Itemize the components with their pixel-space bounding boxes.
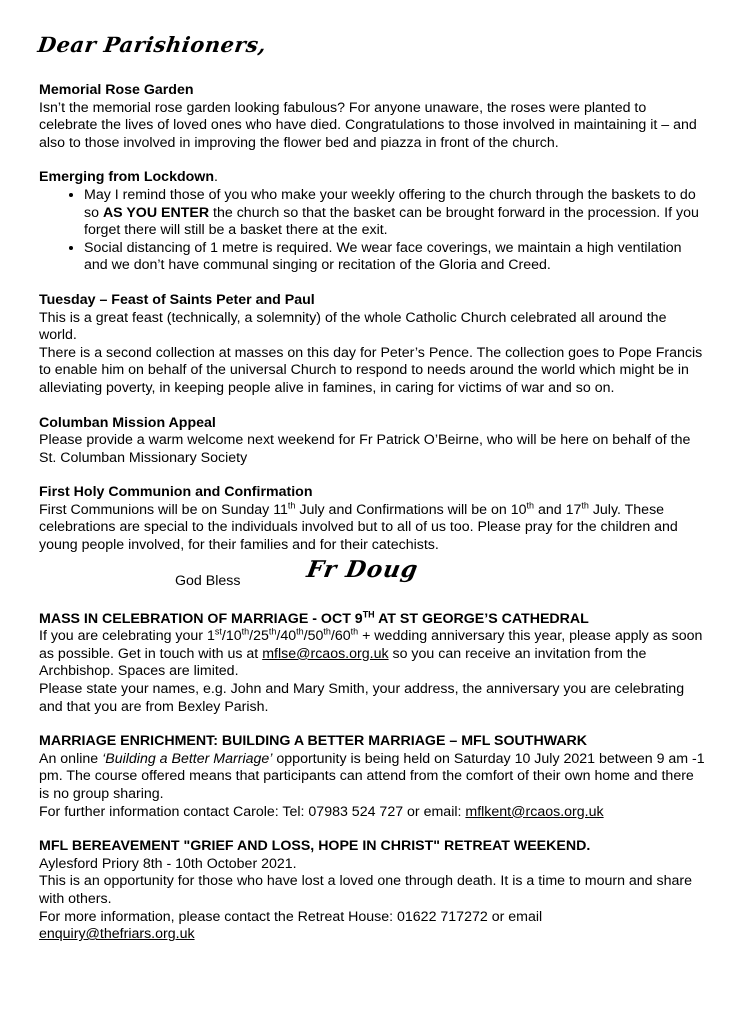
section-mass: [39, 608, 707, 717]
list-item: [84, 187, 707, 240]
feast-title: Tuesday – Feast of Saints Peter and Paul: [39, 291, 315, 308]
section-lockdown: [39, 169, 707, 275]
communion-text-2: July and Confirmations will be on 10: [295, 501, 527, 518]
enrichment-title: MARRIAGE ENRICHMENT: BUILDING A BETTER MARRIAGE – MFL SOUTHWARK: [39, 733, 588, 750]
bereavement-title: MFL BEREAVEMENT "GRIEF AND LOSS, HOPE IN CHRIST" RETREAT WEEKEND.: [39, 838, 591, 855]
communion-sup-2: th: [526, 500, 535, 511]
feast-para1: This is a great feast (technically, a solemnity) of the whole Catholic Church celebrated all around the world.: [39, 309, 667, 344]
bereavement-line1: Aylesford Priory 8th - 10th October 2021.: [39, 855, 297, 872]
mass-sup-2: th: [241, 626, 250, 637]
columban-title: Columban Mission Appeal: [39, 414, 216, 431]
mass-title: [39, 608, 707, 629]
lockdown-title: [39, 169, 707, 187]
mass-body: [39, 628, 707, 681]
section-columban: [39, 415, 707, 468]
mass-sup-6: th: [350, 626, 359, 637]
signature: Fr Doug: [304, 555, 421, 583]
bereavement-email-line: [39, 926, 707, 944]
communion-sup-1: th: [287, 500, 296, 511]
lockdown-title-text: Emerging from Lockdown: [39, 169, 214, 186]
mflkent-email-link[interactable]: mflkent@rcaos.org.uk: [465, 803, 604, 820]
list-item: • Social distancing of 1 metre is required. We wear face coverings, we maintain a high ventilation and we don’t have communal singing or recitation of the Gloria and Creed.: [84, 240, 707, 275]
enrichment-body: [39, 751, 707, 804]
signoff: [39, 555, 707, 605]
communion-text-1: First Communions will be on Sunday 11: [39, 501, 288, 518]
newsletter-page: [36, 30, 707, 961]
enrichment-text-2: opportunity is being held on Saturday 10 July 2021 between 9 am -1 pm. The course offered means that participants can attend from the comfort of their own home and there is no group sharing.: [39, 750, 705, 802]
rose-garden-title: Memorial Rose Garden: [39, 82, 194, 98]
lockdown-list: [39, 187, 707, 275]
mass-title-post: AT ST GEORGE’S CATHEDRAL: [374, 610, 589, 627]
communion-body: [39, 502, 707, 555]
lockdown-title-suffix: .: [214, 169, 218, 186]
communion-title: First Holy Communion and Confirmation: [39, 484, 313, 501]
communion-text-4: July. These celebrations are special to the individuals involved but to all of us too. Please pray for the children and young people involved, for their families and for their catechists.: [39, 501, 678, 554]
mass-text-4: /40: [276, 628, 297, 645]
mass-text-5: /50: [303, 628, 324, 645]
mass-text-6: /60: [330, 628, 351, 645]
enrichment-text-1: An online: [39, 750, 103, 767]
mass-text-1: If you are celebrating your 1: [39, 628, 215, 645]
mass-title-pre: MASS IN CELEBRATION OF MARRIAGE - OCT 9: [39, 610, 363, 627]
mass-title-sup: TH: [362, 608, 375, 619]
columban-body: Please provide a warm welcome next weekend for Fr Patrick O’Beirne, who will be here on behalf of the St. Columban Missionary Society: [39, 432, 691, 466]
bullet1-text-pre: May I remind those of you who make your weekly offering to the church through the baskets to do so: [84, 186, 696, 221]
section-enrichment: [39, 733, 707, 821]
enrichment-course-name: ‘Building a Better Marriage’: [102, 750, 273, 767]
mass-text-2: /10: [221, 628, 242, 645]
rose-garden-body: Isn’t the memorial rose garden looking fabulous? For anyone unaware, the roses were planted to celebrate the lives of loved ones who have died. Congratulations to those involved in maintaining it – and also to those involved in improving the flower bed and piazza in front of the church.: [39, 99, 697, 151]
friars-email-link[interactable]: enquiry@thefriars.org.uk: [39, 926, 195, 943]
enrichment-contact: [39, 804, 707, 822]
section-bereavement: [39, 838, 707, 944]
section-rose-garden: [39, 82, 707, 152]
mass-para2: Please state your names, e.g. John and Mary Smith, your address, the anniversary you are celebrating and that you are from Bexley Parish.: [39, 681, 685, 715]
mflse-email-link[interactable]: mflse@rcaos.org.uk: [262, 645, 389, 662]
communion-text-3: and 17: [534, 501, 582, 518]
enrichment-contact-text: For further information contact Carole: Tel: 07983 524 727 or email:: [39, 803, 466, 820]
mass-sup-3: th: [268, 626, 277, 637]
feast-para2: There is a second collection at masses on this day for Peter’s Pence. The collection goes to Pope Francis to enable him on behalf of the universal Church to respond to needs around the world which might be in alleviating poverty, in keeping people alive in famines, in caring for victims of war and so on.: [39, 344, 703, 396]
mass-sup-1: st: [214, 626, 222, 637]
mass-text-7: + wedding anniversary this year, please apply as soon as possible. Get in touch with us at: [39, 628, 703, 662]
bullet1-text-post: the church so that the basket can be brought forward in the procession. If you forget there will still be a basket there at the exit.: [84, 204, 699, 239]
god-bless-text: God Bless: [175, 572, 241, 589]
greeting-heading: Dear Parishioners,: [36, 32, 269, 57]
bullet1-emphasis: AS YOU ENTER: [102, 204, 210, 221]
mass-text-8: so you can receive an invitation from the Archbishop. Spaces are limited.: [39, 645, 647, 680]
bereavement-line2: This is an opportunity for those who have lost a loved one through death. It is a time to mourn and share with others.: [39, 873, 693, 907]
mass-sup-5: th: [323, 626, 331, 637]
section-communion: [39, 484, 707, 554]
mass-text-3: /25: [249, 628, 269, 645]
bereavement-line3: For more information, please contact the Retreat House: 01622 717272 or email: [39, 908, 543, 925]
mass-sup-4: th: [296, 626, 304, 637]
communion-sup-3: th: [581, 500, 589, 511]
section-feast: [39, 292, 707, 398]
